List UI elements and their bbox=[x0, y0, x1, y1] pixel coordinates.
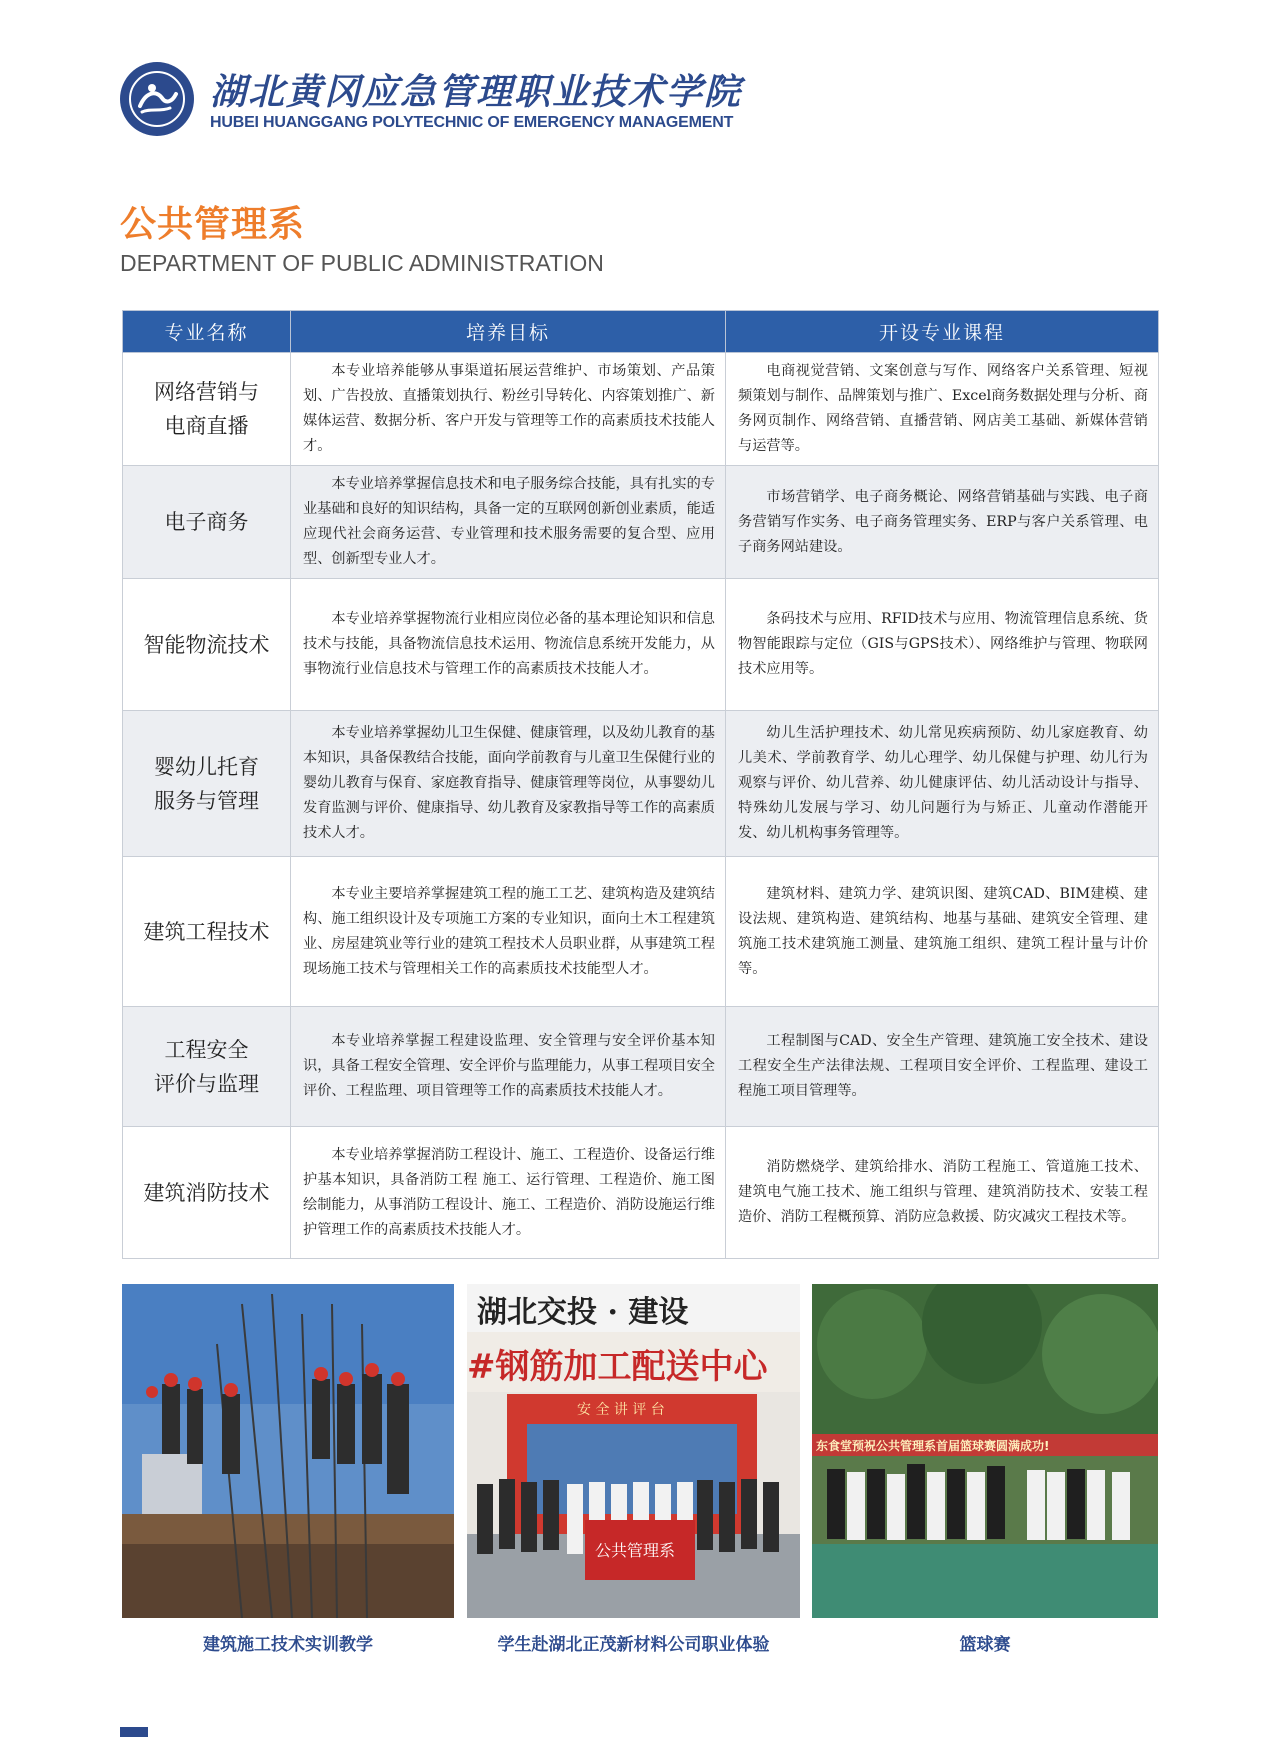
training-goal bbox=[291, 353, 726, 466]
training-goal-text: 本专业培养能够从事渠道拓展运营维护、市场策划、产品策划、广告投放、直播策划执行、粉丝引导转化、内容策划推广、新媒体运营、数据分析、客户开发与管理等工作的高素质技术技能人才。 bbox=[303, 363, 715, 454]
department-subtitle: DEPARTMENT OF PUBLIC ADMINISTRATION bbox=[120, 250, 604, 276]
training-goal-text: 本专业主要培养掌握建筑工程的施工工艺、建筑构造及建筑结构、施工组织设计及专项施工方案的专业知识，面向土木工程建筑业、房屋建筑业等行业的建筑工程技术人员职业群，从事建筑工程现场施工技术与管理相关工作的高素质技术技能型人才。 bbox=[303, 885, 715, 977]
major-name-text: 网络营销与 电商直播 bbox=[154, 380, 259, 438]
photo-caption: 学生赴湖北正茂新材料公司职业体验 bbox=[497, 1635, 770, 1655]
table-row bbox=[123, 857, 1159, 1007]
table-row bbox=[123, 711, 1159, 857]
department-title: 公共管理系 bbox=[120, 204, 306, 245]
table-row bbox=[123, 466, 1159, 579]
course-list-text: 条码技术与应用、RFID技术与应用、物流管理信息系统、货物智能跟踪与定位（GIS与GPS技术）、网络维护与管理、物联网技术应用等。 bbox=[738, 611, 1148, 677]
training-goal-text: 本专业培养掌握工程建设监理、安全管理与安全评价基本知识，具备工程安全管理、安全评价与监理能力，从事工程项目安全评价、工程监理、项目管理等工作的高素质技术技能人才。 bbox=[303, 1033, 715, 1099]
construction-training-photo bbox=[122, 1284, 454, 1618]
safety-stage-banner: 安 全 讲 评 台 bbox=[577, 1402, 665, 1418]
school-name-cn: 湖北黄冈应急管理职业技术学院 bbox=[210, 71, 743, 113]
photo-caption: 篮球赛 bbox=[959, 1635, 1011, 1655]
company-visit-photo bbox=[467, 1284, 800, 1618]
major-name bbox=[123, 857, 291, 1007]
training-goal bbox=[291, 466, 726, 579]
course-list bbox=[726, 1007, 1159, 1127]
major-name-text: 婴幼儿托育 服务与管理 bbox=[154, 754, 259, 813]
major-name bbox=[123, 579, 291, 711]
table-row bbox=[123, 353, 1159, 466]
major-name bbox=[123, 711, 291, 857]
course-list-text: 消防燃烧学、建筑给排水、消防工程施工、管道施工技术、建筑电气施工技术、施工组织与管理、建筑消防技术、安装工程造价、消防工程概预算、消防应急救援、防灾减灾工程技术等。 bbox=[738, 1159, 1148, 1225]
table-header-row bbox=[123, 311, 1159, 353]
course-list-text: 幼儿生活护理技术、幼儿常见疾病预防、幼儿家庭教育、幼儿美术、学前教育学、幼儿心理学、幼儿保健与护理、幼儿行为观察与评价、幼儿营养、幼儿健康评估、幼儿活动设计与指导、特殊幼儿发展与学习、幼儿问题行为与矫正、儿童动作潜能开发、幼儿机构事务管理等。 bbox=[738, 725, 1148, 841]
training-goal bbox=[291, 579, 726, 711]
basketball-banner: 东食堂预祝公共管理系首届篮球赛圆满成功! bbox=[816, 1439, 1050, 1453]
course-list-text: 市场营销学、电子商务概论、网络营销基础与实践、电子商务营销写作实务、电子商务管理实务、ERP与客户关系管理、电子商务网站建设。 bbox=[738, 488, 1148, 555]
major-name-text: 电子商务 bbox=[164, 510, 249, 534]
course-list bbox=[726, 353, 1159, 466]
header-major-name: 专业名称 bbox=[123, 311, 291, 353]
training-goal bbox=[291, 857, 726, 1007]
table-row bbox=[123, 1007, 1159, 1127]
major-name-text: 工程安全 评价与监理 bbox=[154, 1037, 259, 1096]
training-goal-text: 本专业培养掌握信息技术和电子服务综合技能，具有扎实的专业基础和良好的知识结构，具备一定的互联网创新创业素质，能适应现代社会商务运营、专业管理和技术服务需要的复合型、应用型、创新型专业人才。 bbox=[303, 476, 715, 567]
table-row bbox=[123, 1127, 1159, 1259]
photo-caption: 建筑施工技术实训教学 bbox=[203, 1635, 373, 1655]
department-flag-text: 公共管理系 bbox=[595, 1541, 676, 1560]
training-goal bbox=[291, 1007, 726, 1127]
major-name bbox=[123, 1007, 291, 1127]
course-list bbox=[726, 1127, 1159, 1259]
majors-table bbox=[122, 310, 1159, 1259]
school-logo-icon bbox=[120, 62, 194, 136]
major-name-text: 建筑消防技术 bbox=[143, 1180, 270, 1205]
header-courses: 开设专业课程 bbox=[726, 311, 1159, 353]
major-name bbox=[123, 466, 291, 579]
course-list bbox=[726, 857, 1159, 1007]
training-goal-text: 本专业培养掌握消防工程设计、施工、工程造价、设备运行维护基本知识，具备消防工程 施工、运行管理、工程造价、施工图绘制能力，从事消防工程设计、施工、工程造价、消防设施运行维护管理工作的高素质技术技能人才。 bbox=[303, 1146, 715, 1238]
company-sign-text: 湖北交投 · 建设 bbox=[477, 1295, 689, 1330]
school-name-en: HUBEI HUANGGANG POLYTECHNIC OF EMERGENCY MANAGEMENT bbox=[210, 114, 734, 131]
page-footer-mark bbox=[120, 1727, 148, 1737]
course-list bbox=[726, 579, 1159, 711]
course-list-text: 建筑材料、建筑力学、建筑识图、建筑CAD、BIM建模、建设法规、建筑构造、建筑结构、地基与基础、建筑安全管理、建筑施工技术建筑施工测量、建筑施工组织、建筑工程计量与计价等。 bbox=[738, 885, 1148, 977]
course-list-text: 电商视觉营销、文案创意与写作、网络客户关系管理、短视频策划与制作、品牌策划与推广、Excel商务数据处理与分析、商务网页制作、网络营销、直播营销、网店美工基础、新媒体营销与运营等。 bbox=[738, 363, 1148, 454]
course-list bbox=[726, 711, 1159, 857]
training-goal-text: 本专业培养掌握物流行业相应岗位必备的基本理论知识和信息技术与技能，具备物流信息技术运用、物流信息系统开发能力，从事物流行业信息技术与管理工作的高素质技术技能人才。 bbox=[303, 611, 715, 677]
table-row bbox=[123, 579, 1159, 711]
rebar-center-banner: #钢筋加工配送中心 bbox=[467, 1347, 768, 1387]
school-header bbox=[120, 58, 743, 138]
training-goal bbox=[291, 1127, 726, 1259]
header-training-goal: 培养目标 bbox=[291, 311, 726, 353]
major-name bbox=[123, 353, 291, 466]
major-name-text: 智能物流技术 bbox=[143, 632, 270, 657]
major-name bbox=[123, 1127, 291, 1259]
major-name-text: 建筑工程技术 bbox=[143, 919, 270, 944]
basketball-game-photo bbox=[812, 1284, 1158, 1618]
course-list bbox=[726, 466, 1159, 579]
training-goal-text: 本专业培养掌握幼儿卫生保健、健康管理，以及幼儿教育的基本知识，具备保教结合技能，面向学前教育与儿童卫生保健行业的婴幼儿教育与保育、家庭教育指导、健康管理等岗位，从事婴幼儿发育监测与评价、健康指导、幼儿教育及家教指导等工作的高素质技术人才。 bbox=[303, 725, 715, 841]
course-list-text: 工程制图与CAD、安全生产管理、建筑施工安全技术、建设工程安全生产法律法规、工程项目安全评价、工程监理、建设工程施工项目管理等。 bbox=[738, 1033, 1148, 1099]
training-goal bbox=[291, 711, 726, 857]
